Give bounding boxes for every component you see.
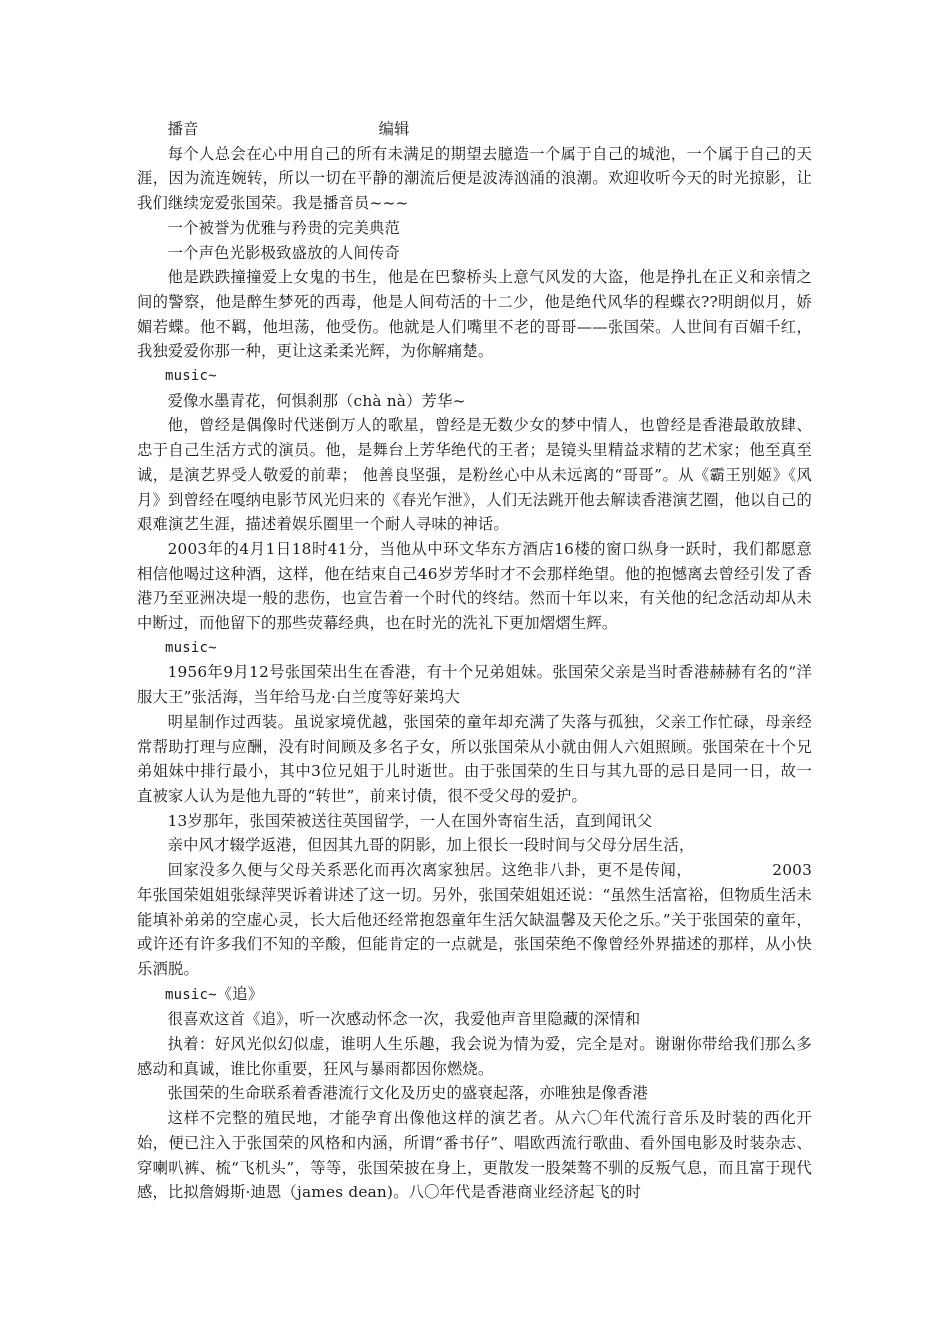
paragraph-sister-body: 2003年张国荣姐姐张绿萍哭诉着讲述了这一切。另外，张国荣姐姐还说：“虽然生活富裕，但物质生活未能填补弟弟的空虚心灵，长大后他还经常抱怨童年生活欠缺温馨及天伦之乐。”关于张国荣的童年，或许还有许多我们不知的辛酸，但能肯定的一点就是，张国荣绝不像曾经外界描述的那样，从小快乐洒脱。 bbox=[137, 861, 812, 978]
header-editor-label: 编辑 bbox=[378, 120, 410, 138]
paragraph-childhood: 明星制作过西装。虽说家境优越，张国荣的童年却充满了失落与孤独，父亲工作忙碌，母亲经常帮助打理与应酬，没有时间顾及多名子女，所以张国荣从小就由佣人六姐照顾。张国荣在十个兄弟姐妹中排行最小，其中3位兄姐于儿时逝世。由于张国荣的生日与其九哥的忌日是同一日，故一直被家人认为是他九哥的“转世”，前来讨债，很不受父母的爱护。 bbox=[137, 712, 812, 805]
music-cue-3-label: music~ bbox=[165, 986, 217, 1003]
paragraph-career: 他，曾经是偶像时代迷倒万人的歌星，曾经是无数少女的梦中情人，也曾经是香港最敢放肆、忠于自己生活方式的演员。他，是舞台上芳华绝代的王者；是镜头里精益求精的艺术家；他至真至诚，是演艺界受人敬爱的前辈； 他善良坚强，是粉丝心中从未远离的“哥哥”。从《霸王别姬》《风月》到曾经在嘎纳电影节风光归来的《春光乍泄》，人们无法跳开他去解读香港演艺圈，他以自己的艰难演艺生涯，描述着娱乐圈里一个耐人寻味的神话。 bbox=[137, 416, 812, 534]
paragraph-tagline-2: 一个声色光影极致盛放的人间传奇 bbox=[167, 243, 401, 262]
paragraph-england: 13岁那年，张国荣被送往英国留学，一人在国外寄宿生活，直到闻讯父 bbox=[167, 811, 653, 830]
paragraph-zhui: 很喜欢这首《追》，听一次感动怀念一次，我爱他声音里隐藏的深情和 bbox=[167, 1010, 641, 1029]
paragraph-tagline-1: 一个被誉为优雅与矜贵的完美典范 bbox=[167, 218, 401, 237]
header-line bbox=[137, 117, 812, 142]
music-cue-3 bbox=[137, 982, 812, 1008]
paragraph-sister-lead: 回家没多久便与父母关系恶化而再次离家独居。这绝非八卦，更不是传闻， bbox=[167, 861, 693, 880]
paragraph-zhui-lyric: 执着：好风光似幻似虚，谁明人生乐趣，我会说为情为爱，完全是对。谢谢你带给我们那么多感动和真诚，谁比你重要，狂风与暴雨都因你燃烧。 bbox=[137, 1035, 812, 1078]
music-cue-3-title: 《追》 bbox=[216, 984, 264, 1003]
header-broadcast-label: 播音 bbox=[167, 120, 199, 138]
music-cue-1: music~ bbox=[165, 368, 217, 385]
paragraph-birth: 1956年9月12号张国荣出生在香港，有十个兄弟姐妹。张国荣父亲是当时香港赫赫有名的“洋服大王”张活海，当年给马龙·白兰度等好莱坞大 bbox=[137, 663, 812, 707]
paragraph-hk-culture: 张国荣的生命联系着香港流行文化及历史的盛衰起落，亦唯独是像香港 bbox=[167, 1084, 648, 1103]
paragraph-father-stroke: 亲中风才辍学返港，但因其九哥的阴影，加上很长一段时间与父母分居生活， bbox=[167, 836, 695, 855]
paragraph-colony: 这样不完整的殖民地，才能孕育出像他这样的演艺者。从六〇年代流行音乐及时装的西化开始，便已注入于张国荣的风格和内涵，所谓“番书仔”、唱欧西流行歌曲、看外国电影及时装杂志、穿喇叭裤、梳“飞机头”，等等，张国荣披在身上，更散发一股桀骜不驯的反叛气息，而且富于现代感，比拟詹姆斯·迪恩（james dean)。八〇年代是香港商业经济起飞的时 bbox=[137, 1109, 812, 1202]
paragraph-lyric: 爱像水墨青花，何惧刹那（chà nà）芳华~ bbox=[167, 391, 466, 410]
music-cue-2: music~ bbox=[165, 639, 217, 656]
paragraph-2003: 2003年的4月1日18时41分，当他从中环文华东方酒店16楼的窗口纵身一跃时，我们都愿意相信他喝过这种酒，这样，他在结束自己46岁芳华时才不会那样绝望。他的抱憾离去曾经引发了香港乃至亚洲决堤一般的悲伤，也宣告着一个时代的终结。然而十年以来，有关他的纪念活动却从未中断过，而他留下的那些荧幕经典，也在时光的洗礼下更加熠熠生辉。 bbox=[137, 539, 812, 633]
paragraph-sister bbox=[137, 858, 812, 982]
paragraph-intro: 每个人总会在心中用自己的所有未满足的期望去臆造一个属于自己的城池，一个属于自己的天涯，因为流连婉转，所以一切在平静的潮流后便是波涛汹涌的浪潮。欢迎收听今天的时光掠影，让我们继续宠爱张国荣。我是播音员~~~ bbox=[137, 144, 812, 213]
paragraph-roles: 他是跌跌撞撞爱上女鬼的书生，他是在巴黎桥头上意气风发的大盗，他是挣扎在正义和亲情之间的警察，他是醉生梦死的西毒，他是人间苟活的十二少，他是绝代风华的程蝶衣??明朗似月，娇媚若蝶。他不羁，他坦荡，他受伤。他就是人们嘴里不老的哥哥——张国荣。人世间有百媚千红，我独爱爱你那一种，更让这柔柔光辉，为你解痛楚。 bbox=[137, 268, 812, 361]
document-body bbox=[137, 117, 812, 1205]
